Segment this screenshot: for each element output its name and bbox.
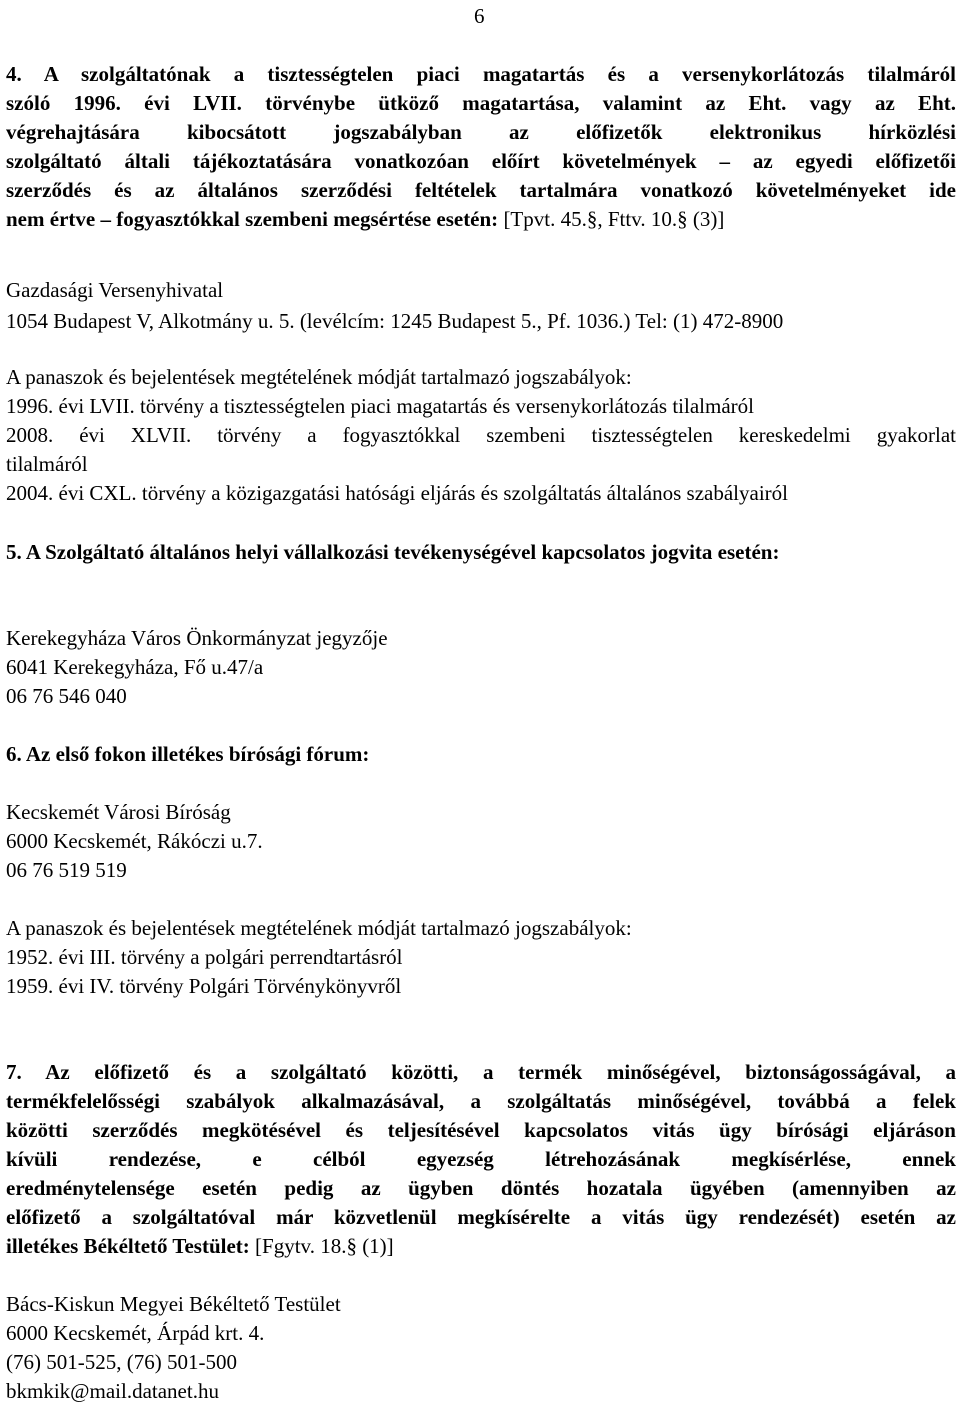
- section-6-heading-text: 6. Az első fokon illetékes bírósági fórum:: [6, 742, 370, 766]
- law-item: 2004. évi CXL. törvény a közigazgatási hatósági eljárás és szolgáltatás általános szabályairól: [6, 481, 788, 505]
- section-7-line: 7. Az előfizető és a szolgáltató közötti, a termék minőségével, biztonságosságával, a: [6, 1060, 956, 1084]
- section-7-last-line: [6, 1232, 956, 1261]
- page-number: 6: [474, 4, 485, 28]
- section-7-legal-ref: [Fgytv. 18.§ (1)]: [249, 1234, 394, 1258]
- section-6-org-block: [6, 798, 956, 885]
- section-4-line: 4. A szolgáltatónak a tisztességtelen piaci magatartás és a versenykorlátozás tilalmáról: [6, 62, 956, 86]
- laws-heading: A panaszok és bejelentések megtételének módját tartalmazó jogszabályok:: [6, 365, 632, 389]
- section-6-heading: [6, 740, 956, 769]
- section-4-body: [6, 60, 956, 234]
- org-phone: 06 76 519 519: [6, 858, 127, 882]
- section-7-org-block: [6, 1290, 956, 1406]
- section-4-line: szerződés és az általános szerződési feltételek tartalmára vonatkozó követelményeket ide: [6, 178, 956, 202]
- section-5-heading-text: 5. A Szolgáltató általános helyi vállalkozási tevékenységével kapcsolatos jogvita esetén:: [6, 540, 780, 564]
- section-4-last-line: [6, 205, 956, 234]
- org-address: 6041 Kerekegyháza, Fő u.47/a: [6, 655, 264, 679]
- law-item-cont: tilalmáról: [6, 452, 88, 476]
- section-4-laws: [6, 363, 956, 508]
- law-item: 1996. évi LVII. törvény a tisztességtelen piaci magatartás és versenykorlátozás tilalmáról: [6, 394, 754, 418]
- section-7-line: eredménytelensége esetén pedig az ügyben döntés hozatala ügyében (amennyiben az: [6, 1176, 956, 1200]
- section-7-body: [6, 1058, 956, 1261]
- section-4-legal-ref: [Tpvt. 45.§, Fttv. 10.§ (3)]: [498, 207, 725, 231]
- org-name: Gazdasági Versenyhivatal: [6, 278, 224, 302]
- law-item: 1959. évi IV. törvény Polgári Törvénykönyvről: [6, 974, 402, 998]
- org-phone: 06 76 546 040: [6, 684, 127, 708]
- section-7-line: előfizető a szolgáltatóval már közvetlenül megkísérelte a vitás ügy rendezését) esetén az: [6, 1205, 956, 1229]
- section-4-org-block: [6, 276, 956, 336]
- org-email: bkmkik@mail.datanet.hu: [6, 1379, 219, 1403]
- section-4-line: végrehajtására kibocsátott jogszabályban az előfizetők elektronikus hírközlési: [6, 120, 956, 144]
- org-address: 6000 Kecskemét, Árpád krt. 4.: [6, 1321, 265, 1345]
- org-name: Kecskemét Városi Bíróság: [6, 800, 231, 824]
- org-name: Bács-Kiskun Megyei Békéltető Testület: [6, 1292, 341, 1316]
- section-4-line: szolgáltató általi tájékoztatására vonatkozóan előírt követelmények – az egyedi előfizetői: [6, 149, 956, 173]
- section-5-org-block: [6, 624, 956, 711]
- section-6-laws: [6, 914, 956, 1001]
- org-phone: (76) 501-525, (76) 501-500: [6, 1350, 237, 1374]
- law-item: 2008. évi XLVII. törvény a fogyasztókkal szembeni tisztességtelen kereskedelmi gyakorlat: [6, 423, 956, 447]
- laws-heading: A panaszok és bejelentések megtételének módját tartalmazó jogszabályok:: [6, 916, 632, 940]
- section-5-heading: [6, 538, 956, 567]
- org-address: 1054 Budapest V, Alkotmány u. 5. (levélcím: 1245 Budapest 5., Pf. 1036.) Tel: (1) 472-8900: [6, 309, 784, 333]
- law-item: 1952. évi III. törvény a polgári perrendtartásról: [6, 945, 403, 969]
- section-7-last-bold: illetékes Békéltető Testület:: [6, 1234, 250, 1258]
- org-address: 6000 Kecskemét, Rákóczi u.7.: [6, 829, 263, 853]
- section-4-last-bold: nem értve – fogyasztókkal szembeni megsértése esetén:: [6, 207, 499, 231]
- section-7-line: közötti szerződés megkötésével és teljesítésével kapcsolatos vitás ügy bírósági eljáráson: [6, 1118, 956, 1142]
- section-4-line: szóló 1996. évi LVII. törvénybe ütköző magatartása, valamint az Eht. vagy az Eht.: [6, 91, 956, 115]
- section-7-line: kívüli rendezése, e célból egyezség létrehozásának megkísérlése, ennek: [6, 1147, 956, 1171]
- org-name: Kerekegyháza Város Önkormányzat jegyzője: [6, 626, 388, 650]
- section-7-line: termékfelelősségi szabályok alkalmazásával, a szolgáltatás minőségével, továbbá a felek: [6, 1089, 956, 1113]
